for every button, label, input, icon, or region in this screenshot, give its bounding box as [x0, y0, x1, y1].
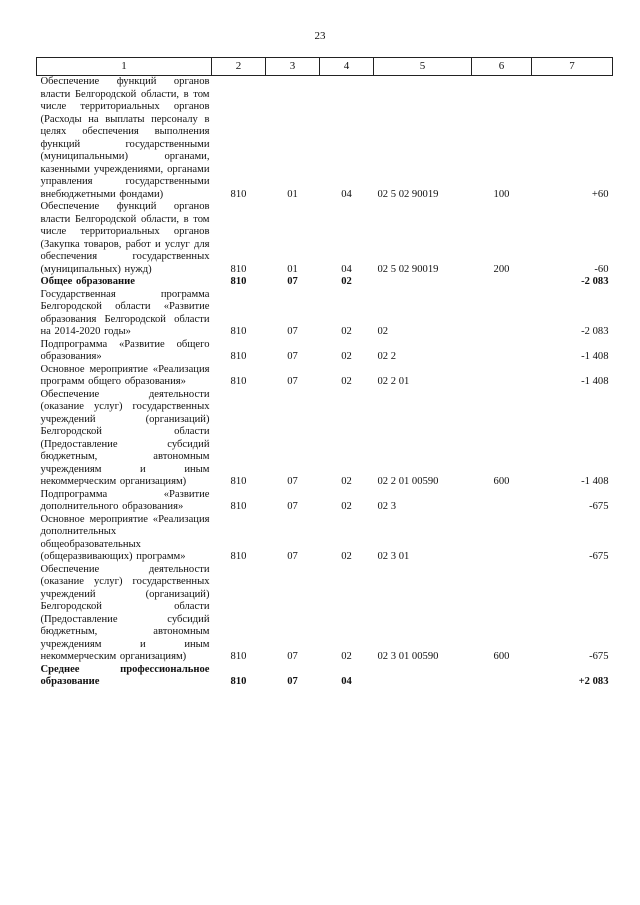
row-expense-type [472, 364, 532, 389]
budget-table [36, 57, 613, 689]
row-expense-type [472, 664, 532, 689]
row-section: 07 [287, 676, 298, 687]
row-subsection: 04 [341, 676, 352, 687]
row-subsection: 02 [341, 551, 352, 562]
table-row [37, 201, 613, 276]
row-subsection: 02 [341, 476, 352, 487]
row-admin-code: 810 [230, 676, 247, 687]
row-section: 07 [287, 376, 298, 387]
table-row [37, 364, 613, 389]
row-section: 07 [287, 651, 298, 662]
row-name: Обеспечение деятельности (оказание услуг) государственных учреждений (организаций) Белгородской области (Предоставление субсидий бюджетным, автономным учреждениям и иным некоммерческим организациям) [40, 563, 210, 662]
table-row [37, 289, 613, 339]
row-amount: -675 [589, 501, 609, 512]
column-header-target: 5 [374, 58, 472, 76]
page-number: 23 [314, 30, 326, 42]
row-subsection: 02 [341, 501, 352, 512]
row-subsection: 04 [341, 188, 352, 200]
row-amount: -1 408 [581, 476, 609, 487]
row-section: 01 [287, 188, 298, 200]
row-admin-code: 810 [230, 501, 247, 512]
row-section: 07 [287, 501, 298, 512]
table-row [37, 276, 613, 289]
row-target-code: 02 5 02 90019 [377, 188, 439, 200]
row-target-code: 02 5 02 90019 [377, 263, 439, 275]
row-name: Обеспечение функций органов власти Белгородской области, в том числе территориальных органов (Закупка товаров, работ и услуг для обеспечения государственных (муниципальных) нужд) [40, 201, 210, 275]
column-header-subsection: 4 [320, 58, 374, 76]
row-section: 07 [287, 326, 298, 337]
row-expense-type [472, 489, 532, 514]
row-amount: -2 083 [581, 326, 609, 337]
row-target-code [374, 276, 472, 289]
row-subsection: 02 [341, 376, 352, 387]
row-amount: -1 408 [581, 351, 609, 362]
row-amount: -675 [589, 651, 609, 662]
column-header-section: 3 [266, 58, 320, 76]
row-target-code: 02 2 [377, 351, 397, 362]
row-name: Обеспечение функций органов власти Белгородской области, в том числе территориальных органов (Расходы на выплаты персоналу в целях обеспечения выполнения функций государственными (муниципальными) органами, казенными учреждениями, органами управления государственными внебюджетными фондами) [40, 76, 210, 200]
column-header-expense-type: 6 [472, 58, 532, 76]
row-subsection: 02 [341, 351, 352, 362]
table-row [37, 664, 613, 689]
table-row [37, 389, 613, 489]
row-expense-type [472, 339, 532, 364]
row-target-code: 02 [377, 326, 389, 337]
row-subsection: 04 [341, 263, 352, 275]
table-row [37, 564, 613, 664]
row-amount: -60 [594, 263, 609, 275]
row-section: 01 [287, 263, 298, 275]
row-amount: -675 [589, 551, 609, 562]
row-section: 07 [287, 476, 298, 487]
row-subsection: 02 [341, 276, 352, 287]
row-target-code: 02 3 01 [377, 551, 410, 562]
table-row [37, 76, 613, 202]
row-target-code: 02 2 01 [377, 376, 410, 387]
row-expense-type: 200 [493, 263, 510, 275]
table-header-row [37, 58, 613, 76]
row-admin-code: 810 [230, 326, 247, 337]
row-name: Государственная программа Белгородской области «Развитие образования Белгородской области на 2014-2020 годы» [40, 288, 210, 337]
row-admin-code: 810 [230, 276, 247, 287]
row-expense-type [472, 276, 532, 289]
row-target-code [374, 664, 472, 689]
row-target-code: 02 2 01 00590 [377, 476, 439, 487]
row-target-code: 02 3 01 00590 [377, 651, 439, 662]
row-name: Подпрограмма «Развитие общего образования» [40, 338, 210, 362]
table-row [37, 514, 613, 564]
row-section: 07 [287, 351, 298, 362]
row-target-code: 02 3 [377, 501, 397, 512]
row-name: Подпрограмма «Развитие дополнительного образования» [40, 488, 210, 512]
row-amount: -2 083 [581, 276, 609, 287]
row-admin-code: 810 [230, 651, 247, 662]
row-admin-code: 810 [230, 263, 247, 275]
row-subsection: 02 [341, 326, 352, 337]
row-name: Общее образование [40, 276, 135, 287]
row-expense-type: 600 [493, 476, 510, 487]
row-expense-type [472, 514, 532, 564]
column-header-admin: 2 [212, 58, 266, 76]
column-header-amount: 7 [532, 58, 613, 76]
row-admin-code: 810 [230, 476, 247, 487]
row-amount: -1 408 [581, 376, 609, 387]
row-name: Основное мероприятие «Реализация программ общего образования» [40, 363, 210, 387]
table-row [37, 489, 613, 514]
row-expense-type: 600 [493, 651, 510, 662]
row-amount: +60 [591, 188, 609, 200]
row-name: Обеспечение деятельности (оказание услуг) государственных учреждений (организаций) Белгородской области (Предоставление субсидий бюджетным, автономным учреждениям и иным некоммерческим организациям) [40, 388, 210, 487]
row-section: 07 [287, 276, 298, 287]
row-section: 07 [287, 551, 298, 562]
table-row [37, 339, 613, 364]
row-admin-code: 810 [230, 376, 247, 387]
row-admin-code: 810 [230, 551, 247, 562]
row-expense-type: 100 [493, 188, 510, 200]
row-subsection: 02 [341, 651, 352, 662]
column-header-name: 1 [37, 58, 212, 76]
row-expense-type [472, 289, 532, 339]
row-name: Среднее профессиональное образование [40, 663, 210, 687]
row-admin-code: 810 [230, 351, 247, 362]
row-amount: +2 083 [578, 676, 609, 687]
row-name: Основное мероприятие «Реализация дополнительных общеобразовательных (общеразвивающих) программ» [40, 513, 210, 562]
row-admin-code: 810 [230, 188, 247, 200]
